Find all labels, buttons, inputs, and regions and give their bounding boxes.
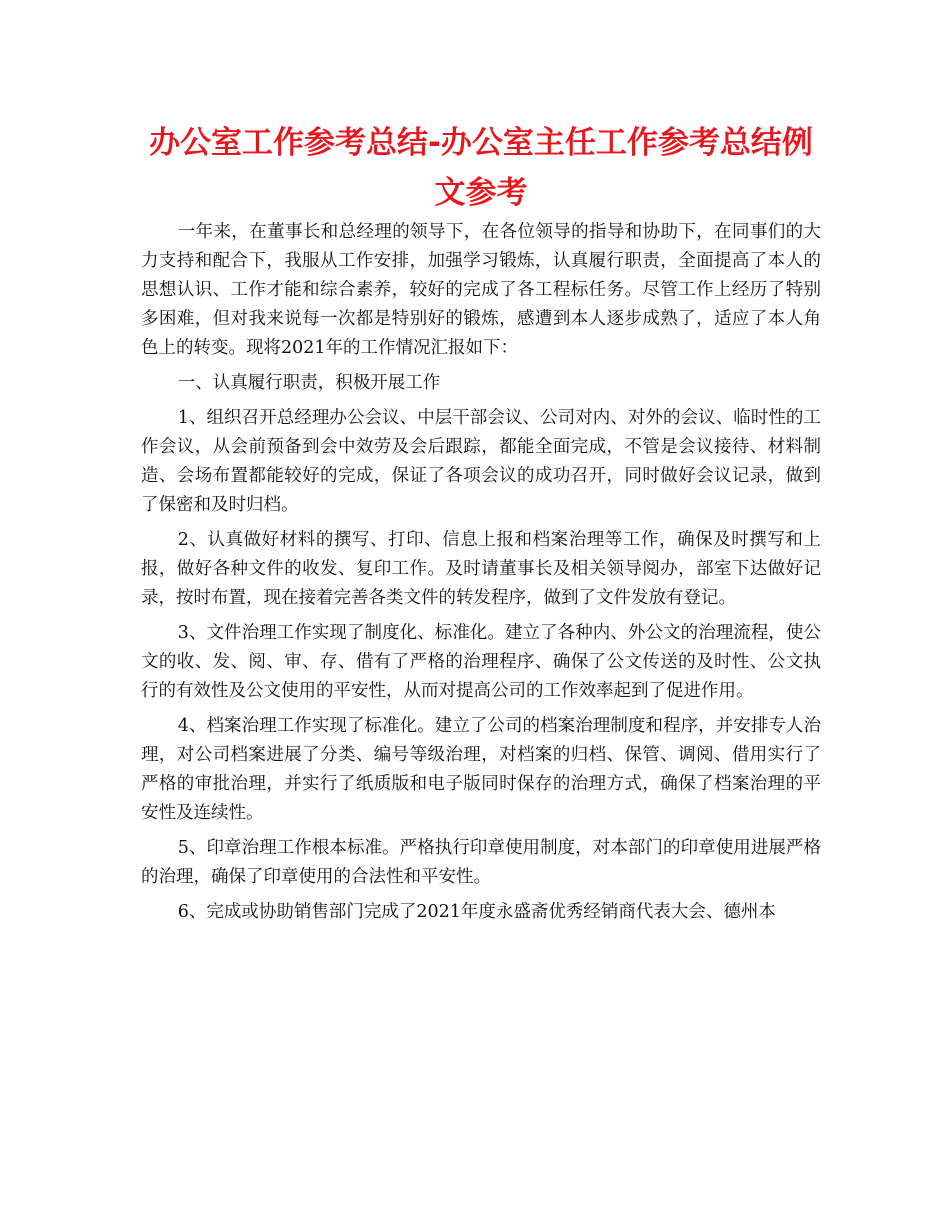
paragraph-intro: 一年来，在董事长和总经理的领导下，在各位领导的指导和协助下，在同事们的大力支持和配合下，我服从工作安排，加强学习锻炼，认真履行职责，全面提高了本人的思想认识、工作才能和综合素养，较好的完成了各工程标任务。尽管工作上经历了特别多困难，但对我来说每一次都是特别好的锻炼，感遭到本人逐步成熟了，适应了本人角色上的转变。现将2021年的工作情况汇报如下： (141, 222, 821, 358)
paragraph-item-2: 2、认真做好材料的撰写、打印、信息上报和档案治理等工作，确保及时撰写和上报，做好各种文件的收发、复印工作。及时请董事长及相关领导阅办，部室下达做好记录，按时布置，现在接着完善各类文件的转发程序，做到了文件发放有登记。 (141, 530, 821, 608)
paragraph-item-6: 6、完成或协助销售部门完成了2021年度永盛斋优秀经销商代表大会、德州本 (177, 902, 776, 922)
title-line-1: 办公室工作参考总结-办公室主任工作参考总结例 (149, 125, 813, 161)
paragraph-item-4: 4、档案治理工作实现了标准化。建立了公司的档案治理制度和程序，并安排专人治理，对公司档案进展了分类、编号等级治理，对档案的归档、保管、调阅、借用实行了严格的审批治理，并实行了纸质版和电子版同时保存的治理方式，确保了档案治理的平安性及连续性。 (141, 716, 821, 823)
document-body (141, 218, 821, 927)
paragraph-item-5: 5、印章治理工作根本标准。严格执行印章使用制度，对本部门的印章使用进展严格的治理，确保了印章使用的合法性和平安性。 (141, 838, 821, 887)
section-heading-1: 一、认真履行职责，积极开展工作 (177, 373, 441, 393)
paragraph-item-3: 3、文件治理工作实现了制度化、标准化。建立了各种内、外公文的治理流程，使公文的收、发、阅、审、存、借有了严格的治理程序、确保了公文传送的及时性、公文执行的有效性及公文使用的平安性，从而对提高公司的工作效率起到了促进作用。 (141, 623, 821, 701)
document-title (141, 118, 821, 218)
paragraph-item-1: 1、组织召开总经理办公会议、中层干部会议、公司对内、对外的会议、临时性的工作会议，从会前预备到会中效劳及会后跟踪，都能全面完成，不管是会议接待、材料制造、会场布置都能较好的完成，保证了各项会议的成功召开，同时做好会议记录，做到了保密和及时归档。 (141, 408, 821, 515)
title-line-2: 文参考 (434, 175, 528, 211)
document-page (141, 118, 821, 927)
